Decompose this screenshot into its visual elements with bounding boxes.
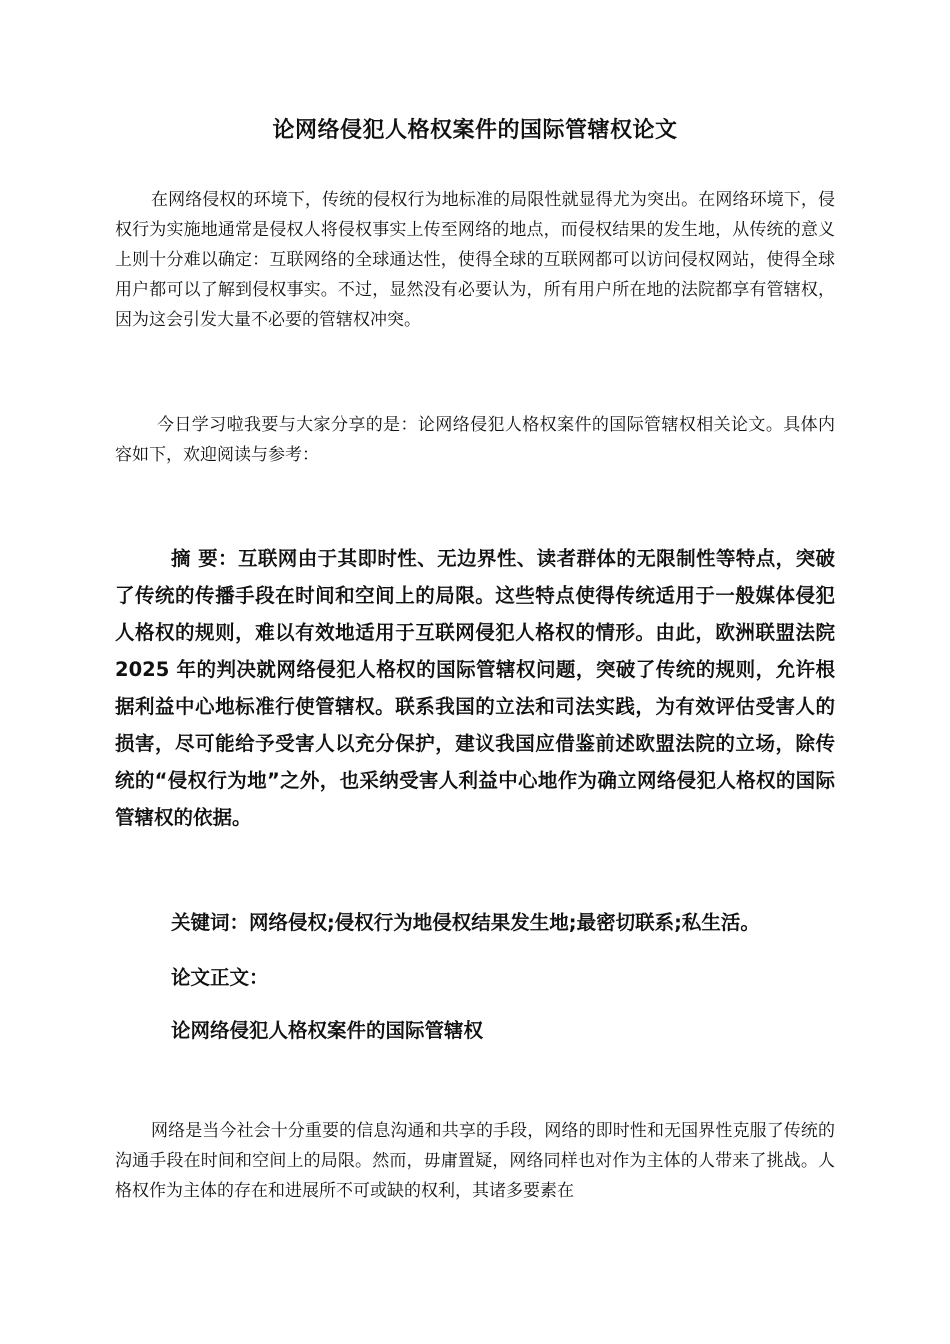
section-subtitle: 论网络侵犯人格权案件的国际管辖权 <box>171 1019 484 1042</box>
share-paragraph: 今日学习啦我要与大家分享的是：论网络侵犯人格权案件的国际管辖权相关论文。具体内容如下，欢迎阅读与参考： <box>115 415 835 465</box>
abstract-paragraph: 摘 要：互联网由于其即时性、无边界性、读者群体的无限制性等特点，突破了传统的传播手段在时间和空间上的局限。这些特点使得传统适用于一般媒体侵犯人格权的规则，难以有效地适用于互联网侵犯人格权的情形。由此，欧洲联盟法院 2025 年的判决就网络侵犯人格权的国际管辖权问题，突破了传统的规则，允许根据利益中心地标准行使管辖权。联系我国的立法和司法实践，为有效评估受害人的损害，尽可能给予受害人以充分保护，建议我国应借鉴前述欧盟法院的立场，除传统的“侵权行为地”之外，也采纳受害人利益中心地作为确立网络侵犯人格权的国际管辖权的依据。 <box>115 547 835 829</box>
intro-paragraph: 在网络侵权的环境下，传统的侵权行为地标准的局限性就显得尤为突出。在网络环境下，侵权行为实施地通常是侵权人将侵权事实上传至网络的地点，而侵权结果的发生地，从传统的意义上则十分难以确定：互联网络的全球通达性，使得全球的互联网都可以访问侵权网站，使得全球用户都可以了解到侵权事实。不过，显然没有必要认为，所有用户所在地的法院都享有管辖权，因为这会引发大量不必要的管辖权冲突。 <box>115 190 835 330</box>
body-label-heading: 论文正文： <box>171 966 269 989</box>
document-title: 论网络侵犯人格权案件的国际管辖权论文 <box>272 118 678 143</box>
body-paragraph: 网络是当今社会十分重要的信息沟通和共享的手段，网络的即时性和无国界性克服了传统的沟通手段在时间和空间上的局限。然而，毋庸置疑，网络同样也对作为主体的人带来了挑战。人格权作为主体的存在和进展所不可或缺的权利，其诸多要素在 <box>115 1121 835 1201</box>
keywords-line: 关键词：网络侵权;侵权行为地侵权结果发生地;最密切联系;私生活。 <box>171 911 760 934</box>
